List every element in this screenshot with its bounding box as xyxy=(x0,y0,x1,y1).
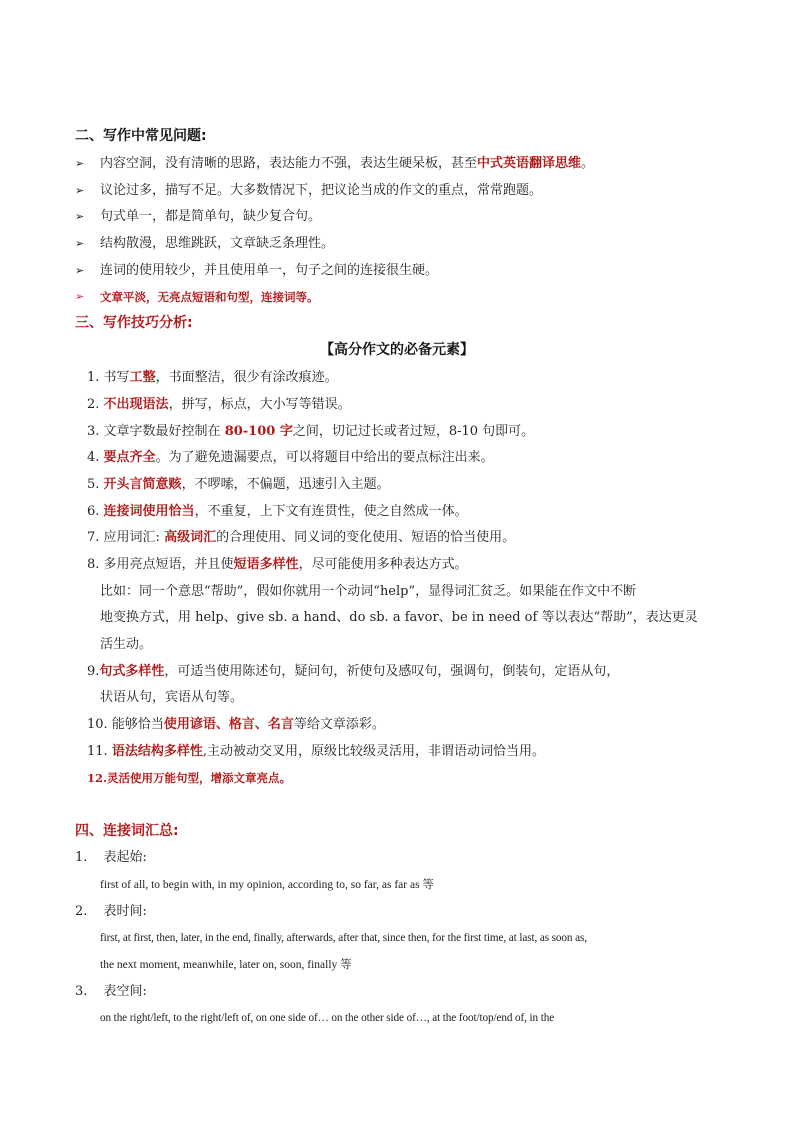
list-item-text: 文章平淡，无亮点短语和句型，连接词等。 xyxy=(100,290,319,304)
text: 书写 xyxy=(103,370,130,385)
list-item-text: 句式单一，都是简单句，缺少复合句。 xyxy=(100,209,322,224)
highlight: 使用谚语、格言、名言 xyxy=(163,717,294,732)
section-2-title: 二、写作中常见问题: xyxy=(75,128,207,144)
highlight: 80-100 字 xyxy=(224,424,293,439)
text: ,主动被动交叉用，原级比较级灵活用，非谓语动词恰当用。 xyxy=(202,744,545,759)
text: 。 xyxy=(581,156,595,171)
item-number: 4. xyxy=(87,450,100,465)
list-item xyxy=(87,369,338,387)
text: ，可适当使用陈述句，疑问句，祈使句及感叹句，强调句，倒装句，定语从句， xyxy=(164,664,620,679)
list-item xyxy=(87,716,385,734)
paragraph-line: 地变换方式，用 help、give sb. a hand、do sb. a favor、be in need of 等以表达“帮助”，表达更灵 xyxy=(100,610,698,625)
item-number: 8. xyxy=(87,557,100,572)
section-4-title: 四、连接词汇总: xyxy=(75,823,179,839)
list-item-text: 议论过多，描写不足。大多数情况下，把议论当成的作文的重点，常常跑题。 xyxy=(100,183,543,198)
highlight: 工整 xyxy=(129,370,156,385)
list-item xyxy=(87,529,515,547)
paragraph-line: 状语从句，宾语从句等。 xyxy=(100,690,244,705)
text: 能够恰当 xyxy=(107,717,164,732)
list-item-text: 连词的使用较少，并且使用单一，句子之间的连接很生硬。 xyxy=(100,263,439,278)
text: 之间，切记过长或者过短，8-10 句即可。 xyxy=(292,424,535,439)
item-number: 9. xyxy=(87,664,100,679)
highlight: 中式英语翻译思维 xyxy=(477,156,582,171)
text: 文章字数最好控制在 xyxy=(103,424,225,439)
item-number: 7. xyxy=(87,530,100,545)
item-number: 6. xyxy=(87,504,100,519)
text: ，书面整洁，很少有涂改痕迹。 xyxy=(155,370,338,385)
section-3-subtitle: 【高分作文的必备元素】 xyxy=(320,342,474,358)
highlight: 不出现语法 xyxy=(103,397,169,412)
item-number: 11. xyxy=(87,744,108,759)
item-label: 表时间: xyxy=(103,904,147,919)
paragraph-line: first of all, to begin with, in my opinion, according to, so far, as far as 等 xyxy=(100,879,434,891)
text: 应用词汇: xyxy=(103,530,165,545)
arrow-bullet-icon: ➢ xyxy=(75,157,85,170)
arrow-bullet-icon: ➢ xyxy=(75,290,85,303)
highlight: 连接词使用恰当 xyxy=(103,504,195,519)
paragraph-line: on the right/left, to the right/left of, on one side of… on the other side of…, at the foot/top/end of, in the xyxy=(100,1012,555,1024)
text: ，尽可能使用多种表达方式。 xyxy=(298,557,468,572)
highlight: 语法结构多样性 xyxy=(111,744,203,759)
arrow-bullet-icon: ➢ xyxy=(75,264,85,277)
text: 等给文章添彩。 xyxy=(293,717,385,732)
text: 内容空洞，没有清晰的思路，表达能力不强，表达生硬呆板，甚至 xyxy=(100,156,478,171)
item-label: 表空间: xyxy=(103,984,147,999)
highlight: 要点齐全 xyxy=(103,450,156,465)
paragraph-line: the next moment, meanwhile, later on, soon, finally 等 xyxy=(100,959,352,971)
highlight: 开头言简意赅 xyxy=(103,477,182,492)
list-item xyxy=(87,556,468,574)
item-number: 1. xyxy=(75,850,88,865)
arrow-bullet-icon: ➢ xyxy=(75,210,85,223)
highlight: 句式多样性 xyxy=(99,664,165,679)
item-number: 3. xyxy=(75,984,88,999)
highlight: 短语多样性 xyxy=(233,557,299,572)
list-item: 12.灵活使用万能句型，增添文章亮点。 xyxy=(87,771,292,785)
text: ，不啰嗦，不偏题，迅速引入主题。 xyxy=(181,477,390,492)
item-label: 表起始: xyxy=(103,850,147,865)
list-item xyxy=(87,396,351,414)
list-item-text: 结构散漫，思维跳跃，文章缺乏条理性。 xyxy=(100,236,335,251)
text: 多用亮点短语，并且使 xyxy=(103,557,234,572)
list-item xyxy=(87,449,494,467)
item-number: 5. xyxy=(87,477,100,492)
list-item xyxy=(87,663,619,681)
paragraph-line: 比如：同一个意思“帮助”，假如你就用一个动词“help”，显得词汇贫乏。如果能在作文中不断 xyxy=(100,584,637,599)
item-number: 1. xyxy=(87,370,100,385)
arrow-bullet-icon: ➢ xyxy=(75,237,85,250)
paragraph-line: first, at first, then, later, in the end, finally, afterwards, after that, since then, for the first time, at last, as soon as, xyxy=(100,932,587,944)
item-number: 3. xyxy=(87,424,100,439)
list-item xyxy=(87,476,390,494)
item-number: 10. xyxy=(87,717,108,732)
list-item xyxy=(75,903,147,921)
section-3-title: 三、写作技巧分析: xyxy=(75,315,193,331)
item-number: 2. xyxy=(87,397,100,412)
arrow-bullet-icon: ➢ xyxy=(75,184,85,197)
list-item-text xyxy=(100,155,594,173)
list-item xyxy=(87,423,534,441)
text: 的合理使用、同义词的变化使用、短语的恰当使用。 xyxy=(216,530,516,545)
list-item xyxy=(87,503,468,521)
item-number: 2. xyxy=(75,904,88,919)
text: ，不重复，上下文有连贯性，使之自然成一体。 xyxy=(194,504,468,519)
list-item xyxy=(87,743,545,761)
list-item xyxy=(75,983,147,1001)
paragraph-line: 活生动。 xyxy=(100,637,153,652)
highlight: 高级词汇 xyxy=(164,530,217,545)
text: 。为了避免遗漏要点，可以将题目中给出的要点标注出来。 xyxy=(155,450,494,465)
text: ，拼写，标点，大小写等错误。 xyxy=(168,397,351,412)
list-item xyxy=(75,849,147,867)
